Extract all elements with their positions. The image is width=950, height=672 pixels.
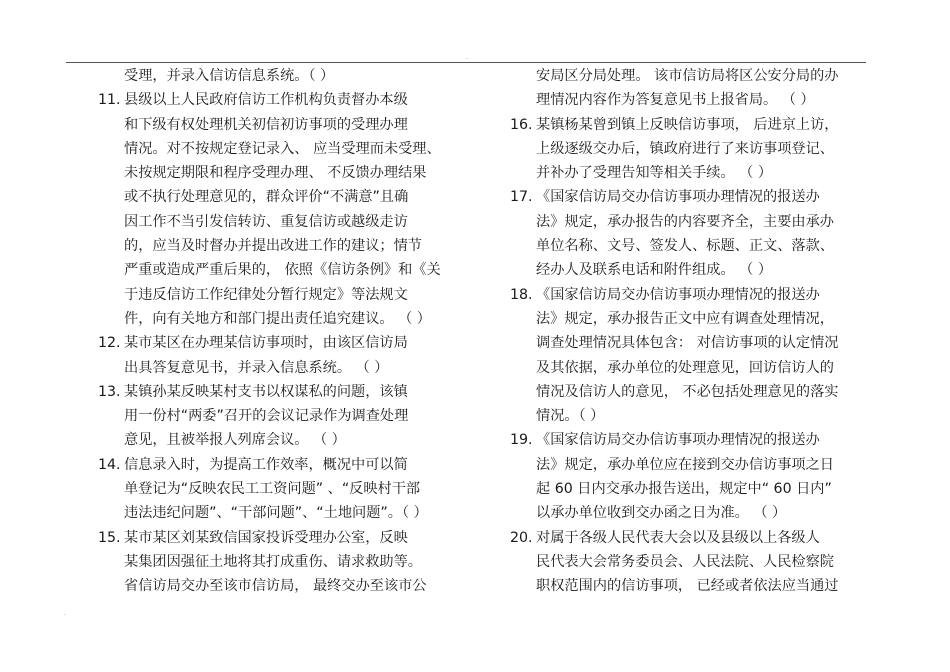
text-line bbox=[510, 234, 870, 258]
question-line bbox=[510, 185, 870, 209]
text-line bbox=[98, 477, 458, 501]
text-line bbox=[98, 550, 458, 574]
header-rule bbox=[66, 62, 866, 63]
question-text: 某市某区刘某致信国家投诉受理办公室，反映 bbox=[124, 529, 408, 546]
question-text: 受理，并录入信访信息系统。（ ） bbox=[124, 68, 335, 84]
question-text: 《国家信访局交办信访事项办理情况的报送办 bbox=[536, 189, 820, 206]
text-line bbox=[98, 501, 458, 525]
text-line bbox=[510, 64, 870, 88]
text-line bbox=[510, 307, 870, 331]
question-number: 20. bbox=[510, 529, 533, 546]
question-number: 14. bbox=[98, 456, 121, 473]
text-line bbox=[510, 88, 870, 112]
text-line bbox=[98, 283, 458, 307]
question-text: 法》规定，承办单位应在接到交办信访事项之日 bbox=[536, 456, 834, 473]
question-text: 情况。对不按规定登记录入、 应当受理而未受理、 bbox=[124, 140, 441, 157]
text-line bbox=[98, 428, 458, 452]
text-line bbox=[98, 258, 458, 282]
text-line bbox=[510, 380, 870, 404]
question-line bbox=[510, 526, 870, 550]
question-number: 17. bbox=[510, 189, 533, 206]
question-text: 出具答复意见书，并录入信息系统。 （ ） bbox=[124, 359, 389, 376]
question-text: 以承办单位收到交办函之日为准。 （ ） bbox=[536, 505, 787, 522]
text-line bbox=[98, 185, 458, 209]
question-number: 18. bbox=[510, 286, 533, 303]
question-line bbox=[510, 283, 870, 307]
question-text: 某市某区在办理某信访事项时，由该区信访局 bbox=[124, 335, 408, 352]
question-text: 及其依据，承办单位的处理意见，回访信访人的 bbox=[536, 359, 834, 376]
question-text: 违法违纪问题”、“干部问题”、“土地问题”。（ ） bbox=[124, 505, 428, 522]
question-text: 对属于各级人民代表大会以及县级以上各级人 bbox=[536, 529, 820, 546]
question-number: 15. bbox=[98, 529, 121, 546]
question-text: 情况。（ ） bbox=[536, 408, 605, 425]
question-text: 情况及信访人的意见， 不必包括处理意见的落实 bbox=[536, 383, 839, 400]
question-text: 并补办了受理告知等相关手续。 （ ） bbox=[536, 165, 773, 182]
question-line bbox=[98, 331, 458, 355]
question-line bbox=[510, 428, 870, 452]
question-text: 单位名称、文号、签发人、标题、正文、落款、 bbox=[536, 238, 834, 255]
text-line bbox=[510, 356, 870, 380]
text-line bbox=[510, 453, 870, 477]
question-text: 件，向有关地方和部门提出责任追究建议。 （ ） bbox=[124, 310, 431, 327]
text-line bbox=[510, 258, 870, 282]
question-text: 县级以上人民政府信访工作机构负责督办本级 bbox=[124, 92, 408, 109]
question-line bbox=[98, 526, 458, 550]
question-text: 未按规定期限和程序受理办理、 不反馈办理结果 bbox=[124, 165, 427, 182]
question-line bbox=[98, 88, 458, 112]
bottom-mark: . bbox=[64, 610, 66, 617]
question-text: 调查处理情况具体包含： 对信访事项的认定情况 bbox=[536, 335, 839, 352]
text-line bbox=[510, 331, 870, 355]
question-text: 严重或造成严重后果的， 依照《信访条例》和《关 bbox=[124, 262, 441, 279]
question-text: 某集团因强征土地将其打成重伤、请求救助等。 bbox=[124, 553, 422, 570]
question-text: 理情况内容作为答复意见书上报省局。 （ ） bbox=[536, 92, 815, 109]
text-line bbox=[510, 550, 870, 574]
question-text: 的，应当及时督办并提出改进工作的建议；情节 bbox=[124, 238, 422, 255]
text-line bbox=[98, 356, 458, 380]
text-line bbox=[510, 501, 870, 525]
question-text: 某镇杨某曾到镇上反映信访事项， 后进京上访， bbox=[536, 116, 839, 133]
text-line bbox=[98, 161, 458, 185]
question-text: 某镇孙某反映某村支书以权谋私的问题，该镇 bbox=[124, 383, 408, 400]
question-text: 职权范围内的信访事项， 已经或者依法应当通过 bbox=[536, 578, 839, 595]
text-line bbox=[510, 404, 870, 428]
question-number: 13. bbox=[98, 383, 121, 400]
question-text: 单登记为“反映农民工工资问题” 、“反映村干部 bbox=[124, 481, 421, 498]
question-text: 法》规定，承办报告的内容要齐全，主要由承办 bbox=[536, 213, 834, 230]
text-line bbox=[98, 210, 458, 234]
text-line bbox=[98, 574, 458, 598]
question-text: 《国家信访局交办信访事项办理情况的报送办 bbox=[536, 286, 820, 303]
text-line bbox=[510, 161, 870, 185]
text-line bbox=[98, 307, 458, 331]
text-line bbox=[98, 234, 458, 258]
right-column bbox=[510, 64, 870, 599]
text-line bbox=[98, 404, 458, 428]
question-text: 或不执行处理意见的，群众评价“不满意”且确 bbox=[124, 189, 409, 206]
question-text: 经办人及联系电话和附件组成。 （ ） bbox=[536, 262, 773, 279]
left-column bbox=[98, 64, 458, 599]
question-text: 《国家信访局交办信访事项办理情况的报送办 bbox=[536, 432, 820, 449]
question-text: 因工作不当引发信转访、重复信访或越级走访 bbox=[124, 213, 408, 230]
text-line bbox=[98, 64, 458, 88]
question-line bbox=[98, 380, 458, 404]
question-line bbox=[510, 113, 870, 137]
question-text: 省信访局交办至该市信访局， 最终交办至该市公 bbox=[124, 578, 427, 595]
question-text: 信息录入时，为提高工作效率，概况中可以简 bbox=[124, 456, 408, 473]
text-line bbox=[98, 137, 458, 161]
question-number: 11. bbox=[98, 92, 121, 109]
question-text: 和下级有权处理机关初信初访事项的受理办理 bbox=[124, 116, 408, 133]
text-line bbox=[98, 113, 458, 137]
top-mark: . bbox=[466, 54, 468, 61]
question-text: 上级逐级交办后，镇政府进行了来访事项登记、 bbox=[536, 140, 834, 157]
question-text: 民代表大会常务委员会、人民法院、人民检察院 bbox=[536, 553, 834, 570]
question-text: 意见，且被举报人列席会议。 （ ） bbox=[124, 432, 346, 449]
question-line bbox=[98, 453, 458, 477]
question-number: 12. bbox=[98, 335, 121, 352]
text-line bbox=[510, 477, 870, 501]
question-text: 安局区分局处理。 该市信访局将区公安分局的办 bbox=[536, 68, 839, 84]
question-number: 19. bbox=[510, 432, 533, 449]
question-text: 用一份村“两委”召开的会议记录作为调查处理 bbox=[124, 408, 409, 425]
text-line bbox=[510, 574, 870, 598]
text-line bbox=[510, 210, 870, 234]
question-text: 法》规定，承办报告正文中应有调查处理情况， bbox=[536, 310, 834, 327]
question-text: 于违反信访工作纪律处分暂行规定》等法规文 bbox=[124, 286, 408, 303]
question-text: 起 60 日内交承办报告送出，规定中“ 60 日内” bbox=[536, 481, 832, 498]
question-number: 16. bbox=[510, 116, 533, 133]
text-line bbox=[510, 137, 870, 161]
